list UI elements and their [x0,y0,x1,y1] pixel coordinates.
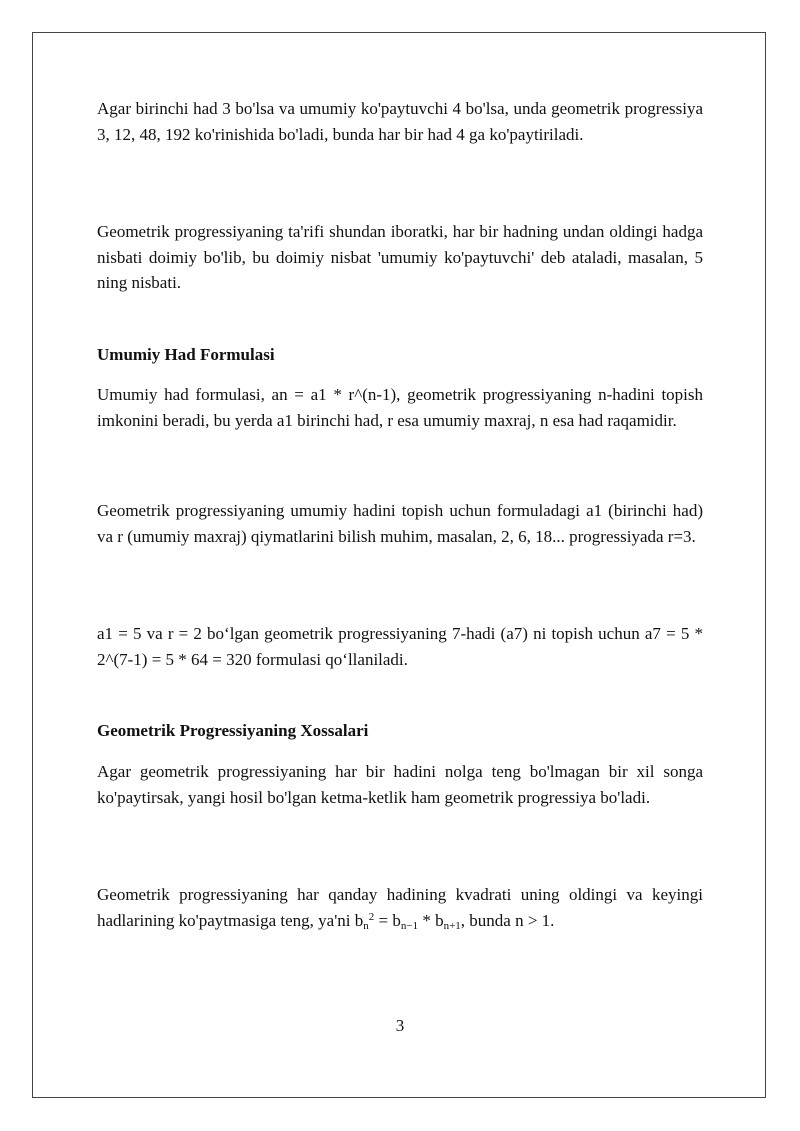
section-heading: Umumiy Had Formulasi [97,345,275,364]
paragraph-text: Geometrik progressiyaning umumiy hadini topish uchun formuladagi a1 (birinchi had) va r (umumiy maxraj) qiymatlarini bilish muhim, masalan, 2, 6, 18... progressiyada r=3. [97,501,703,546]
section-heading-general-term [97,342,703,368]
paragraph-square-property [97,882,703,933]
subscript-index: n [363,919,369,932]
section-heading: Geometrik Progressiyaning Xossalari [97,721,369,740]
text-segment: Geometrik progressiyaning har qanday hadining kvadrati uning oldingi va keyingi hadlarining ko'paytmasiga teng, ya'ni b [97,885,703,930]
paragraph-multiplication-property [97,759,703,810]
page-number: 3 [395,1016,405,1035]
paragraph-text: a1 = 5 va r = 2 bo‘lgan geometrik progressiyaning 7-hadi (a7) ni topish uchun a7 = 5 * 2^(7-1) = 5 * 64 = 320 formulasi qo‘llaniladi. [97,624,703,669]
paragraph-definition [97,219,703,296]
paragraph-text: Agar birinchi had 3 bo'lsa va umumiy ko'paytuvchi 4 bo'lsa, unda geometrik progressiya 3, 12, 48, 192 ko'rinishida bo'ladi, bunda har bir had 4 ga ko'paytiriladi. [97,99,703,144]
paragraph-finding-general-term [97,498,703,549]
subscript-index: n+1 [443,919,461,932]
paragraph-text: Geometrik progressiyaning ta'rifi shundan iboratki, har bir hadning undan oldingi hadga nisbati doimiy bo'lib, bu doimiy nisbat 'umumiy ko'paytuvchi' deb ataladi, masalan, 5 ning nisbati. [97,222,703,292]
paragraph-text [97,882,703,933]
text-segment: , bunda n > 1. [460,910,555,930]
paragraph-seventh-term-example [97,621,703,672]
superscript-exponent: 2 [368,910,375,923]
paragraph-text: Umumiy had formulasi, an = a1 * r^(n-1), geometrik progressiyaning n-hadini topish imkonini beradi, bu yerda a1 birinchi had, r esa umumiy maxraj, n esa had raqamidir. [97,385,703,430]
text-segment: * b [418,910,444,930]
paragraph-text: Agar geometrik progressiyaning har bir hadini nolga teng bo'lmagan bir xil songa ko'paytirsak, yangi hosil bo'lgan ketma-ketlik ham geometrik progressiya bo'ladi. [97,762,703,807]
subscript-index: n−1 [400,919,419,932]
text-segment: = b [374,910,401,930]
section-heading-properties [97,718,703,744]
paragraph-first-term-example [97,96,703,147]
paragraph-general-term-formula [97,382,703,433]
page-border [32,32,766,1098]
